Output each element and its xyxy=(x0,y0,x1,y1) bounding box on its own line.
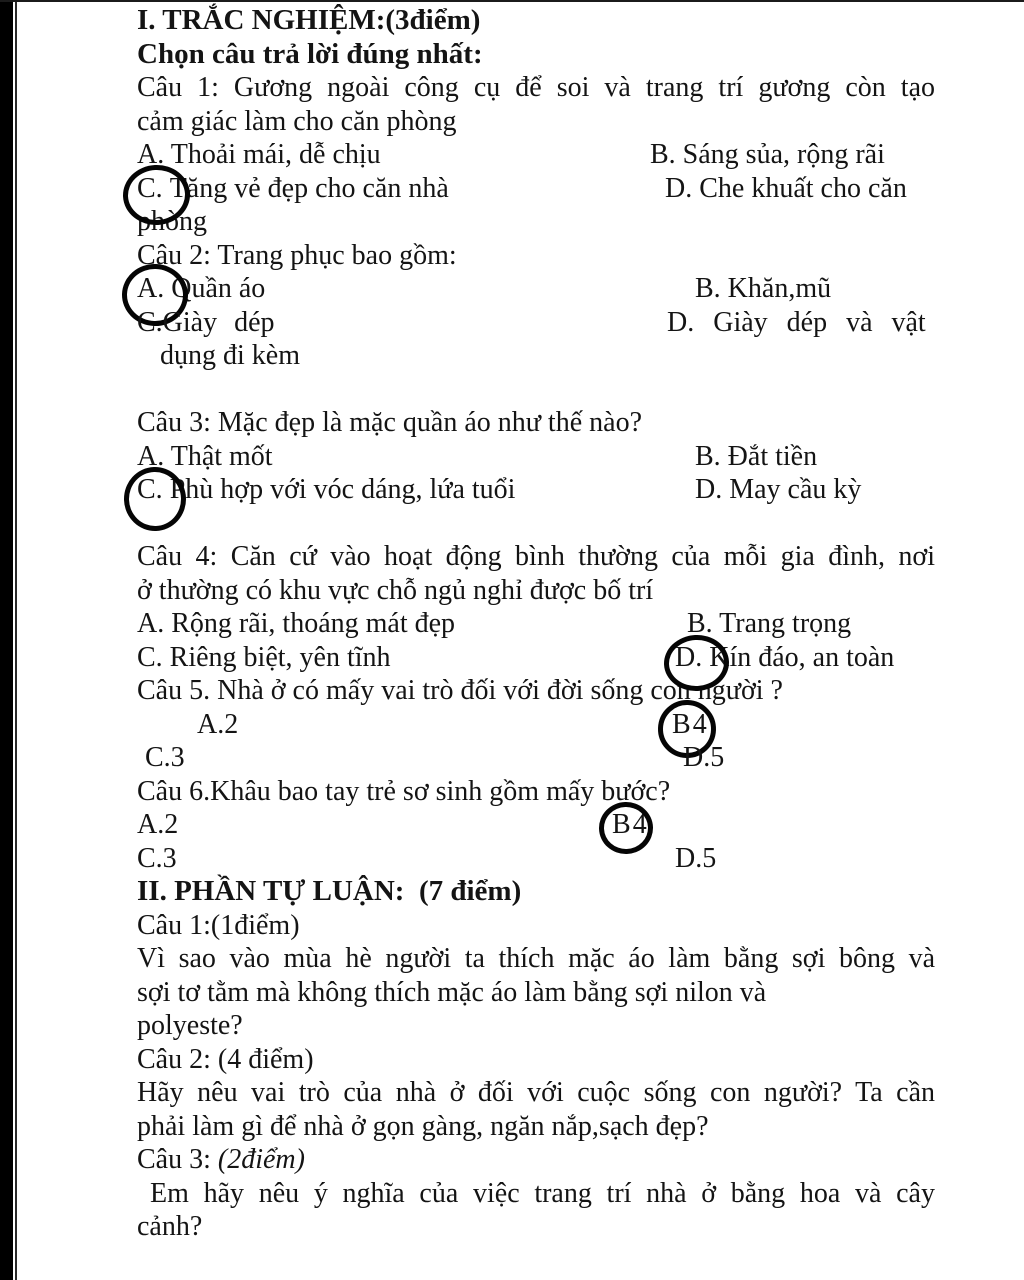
q3-option-c-circled xyxy=(137,473,170,507)
q3-stem: Câu 3: Mặc đẹp là mặc quần áo như thế nào? xyxy=(137,407,642,438)
q3-options-row-ab xyxy=(137,440,935,474)
q5-options-row-ab xyxy=(137,708,935,742)
q3-options-row-cd xyxy=(137,473,935,507)
spacer xyxy=(137,373,935,407)
q6-option-b-letter: B xyxy=(612,809,631,840)
q1-stem-line1: Câu 1: Gương ngoài công cụ để soi và trang trí gương còn tạo xyxy=(137,72,935,103)
scan-left-edge-line xyxy=(15,0,17,1280)
q3-option-c-letter: C. xyxy=(137,474,163,505)
q1-option-d-wrap: phòng xyxy=(137,206,207,237)
essay2-line1: Hãy nêu vai trò của nhà ở đối với cuộc sống con người? Ta cần xyxy=(137,1077,935,1108)
q1-options-row-cd xyxy=(137,172,935,206)
q6-option-c: C.3 xyxy=(137,842,177,874)
q4-options-row-ab xyxy=(137,607,935,641)
q2-option-d-wrap: dụng đi kèm xyxy=(160,340,300,371)
scan-top-edge-line xyxy=(0,0,1024,2)
q6-option-b-text: 4 xyxy=(632,809,647,840)
q4-option-d-letter: D. xyxy=(675,641,703,673)
q3-option-a: A. Thật mốt xyxy=(137,440,273,472)
q3-option-b: B. Đắt tiền xyxy=(695,440,818,472)
q4-option-d-circled xyxy=(675,641,894,675)
q2-option-a-circled xyxy=(137,272,171,306)
q1-stem-line2: cảm giác làm cho căn phòng xyxy=(137,105,457,137)
q6-options-row-ab xyxy=(137,808,935,842)
essay2-label: Câu 2: (4 điểm) xyxy=(137,1043,314,1075)
q2-options-row-ab xyxy=(137,272,935,306)
q6-stem: Câu 6.Khâu bao tay trẻ sơ sinh gồm mấy bước? xyxy=(137,775,671,807)
q2-option-a-text: Quần áo xyxy=(171,273,266,304)
q2-option-b: B. Khăn,mũ xyxy=(695,273,832,304)
q1-option-b: B. Sáng sủa, rộng rãi xyxy=(650,139,885,170)
essay1-line2: sợi tơ tằm mà không thích mặc áo làm bằng sợi nilon và xyxy=(137,976,767,1008)
q1-option-d: D. Che khuất cho căn xyxy=(665,172,907,204)
section2-heading: II. PHẦN TỰ LUẬN: (7 điểm) xyxy=(137,875,522,907)
q1-options-row-ab xyxy=(137,138,935,172)
q5-stem: Câu 5. Nhà ở có mấy vai trò đối với đời sống con người ? xyxy=(137,675,783,706)
q2-option-d: D. Giày dép và vật xyxy=(667,306,926,338)
q5-option-d: D.5 xyxy=(683,742,725,773)
q6-option-d: D.5 xyxy=(675,842,717,874)
q1-option-a: A. Thoải mái, dễ chịu xyxy=(137,139,381,170)
essay3-label xyxy=(137,1143,935,1177)
q4-option-c: C. Riêng biệt, yên tĩnh xyxy=(137,641,391,673)
q6-option-a: A.2 xyxy=(137,809,179,840)
section1-subheading: Chọn câu trả lời đúng nhất: xyxy=(137,37,483,70)
q2-option-a-letter: A. xyxy=(137,273,165,304)
q5-option-b-letter: B xyxy=(672,708,691,740)
essay3-line2: cảnh? xyxy=(137,1211,203,1242)
essay3-line1: Em hãy nêu ý nghĩa của việc trang trí nhà ở bằng hoa và cây xyxy=(150,1177,935,1209)
essay2-line2: phải làm gì để nhà ở gọn gàng, ngăn nắp,sạch đẹp? xyxy=(137,1110,709,1142)
q5-options-row-cd xyxy=(137,741,935,775)
q2-stem: Câu 2: Trang phục bao gồm: xyxy=(137,239,457,271)
q6-option-b-circled xyxy=(612,808,647,842)
q5-option-a: A.2 xyxy=(197,708,239,740)
q4-option-b: B. Trang trọng xyxy=(687,608,852,639)
q4-stem-line2: ở thường có khu vực chỗ ngủ nghỉ được bố trí xyxy=(137,574,654,606)
q5-option-b-text: 4 xyxy=(692,708,707,740)
q2-option-c: C.Giày dép xyxy=(137,306,275,338)
q4-option-a: A. Rộng rãi, thoáng mát đẹp xyxy=(137,608,456,639)
q4-options-row-cd xyxy=(137,641,935,675)
q2-options-row-cd xyxy=(137,306,935,340)
q1-option-c-letter: C. xyxy=(137,172,163,204)
q5-option-c: C.3 xyxy=(145,742,185,773)
essay3-label-points: (2điểm) xyxy=(217,1144,305,1175)
q4-stem-line1: Câu 4: Căn cứ vào hoạt động bình thường của mỗi gia đình, nơi xyxy=(137,541,935,572)
essay1-label: Câu 1:(1điểm) xyxy=(137,909,300,941)
q1-option-c-text: Tăng vẻ đẹp cho căn nhà xyxy=(169,172,449,204)
q4-option-d-text: Kín đáo, an toàn xyxy=(709,641,895,673)
q5-option-b-circled xyxy=(672,708,707,742)
q6-options-row-cd xyxy=(137,842,935,876)
document-content xyxy=(137,4,935,1244)
q3-option-d: D. May cầu kỳ xyxy=(695,474,862,505)
q1-option-c-circled xyxy=(137,172,170,206)
spacer xyxy=(137,507,935,541)
essay3-label-prefix: Câu 3: xyxy=(137,1144,218,1175)
section1-heading: I. TRẮC NGHIỆM:(3điểm) xyxy=(137,4,481,36)
essay1-line1: Vì sao vào mùa hè người ta thích mặc áo làm bằng sợi bông và xyxy=(137,943,935,974)
scan-left-black-bar xyxy=(0,0,13,1280)
essay1-line3: polyeste? xyxy=(137,1010,243,1041)
q3-option-c-text: Phù hợp với vóc dáng, lứa tuổi xyxy=(169,474,516,505)
